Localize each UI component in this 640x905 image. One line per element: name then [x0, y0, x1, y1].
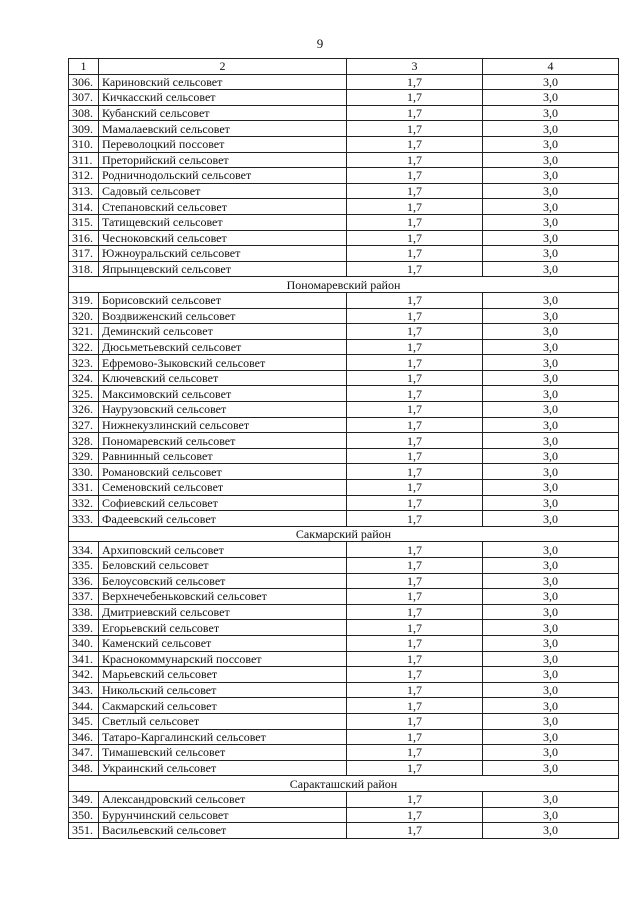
municipality-name: Светлый сельсовет [99, 713, 347, 729]
table-row [69, 261, 619, 277]
table-row [69, 745, 619, 761]
row-number: 313. [69, 183, 99, 199]
coefficient-3: 1,7 [347, 635, 483, 651]
table-row [69, 199, 619, 215]
table-row [69, 823, 619, 839]
coefficient-4: 3,0 [483, 308, 619, 324]
table-row [69, 433, 619, 449]
table-row [69, 417, 619, 433]
table-row [69, 729, 619, 745]
header-cell: 4 [483, 59, 619, 75]
row-number: 322. [69, 339, 99, 355]
section-title: Саракташский район [69, 776, 619, 792]
row-number: 344. [69, 698, 99, 714]
table-row [69, 105, 619, 121]
municipality-name: Переволоцкий поссовет [99, 136, 347, 152]
table-row [69, 152, 619, 168]
row-number: 345. [69, 713, 99, 729]
table-row [69, 214, 619, 230]
municipality-name: Пономаревский сельсовет [99, 433, 347, 449]
row-number: 350. [69, 807, 99, 823]
section-title: Сакмарский район [69, 526, 619, 542]
table-row [69, 339, 619, 355]
coefficient-3: 1,7 [347, 136, 483, 152]
row-number: 326. [69, 402, 99, 418]
municipality-name: Равнинный сельсовет [99, 448, 347, 464]
row-number: 349. [69, 791, 99, 807]
coefficient-4: 3,0 [483, 480, 619, 496]
row-number: 314. [69, 199, 99, 215]
row-number: 340. [69, 635, 99, 651]
table-row [69, 464, 619, 480]
coefficient-4: 3,0 [483, 136, 619, 152]
row-number: 318. [69, 261, 99, 277]
table-row [69, 74, 619, 90]
municipality-name: Никольский сельсовет [99, 682, 347, 698]
row-number: 320. [69, 308, 99, 324]
coefficient-4: 3,0 [483, 823, 619, 839]
coefficient-3: 1,7 [347, 807, 483, 823]
coefficient-3: 1,7 [347, 199, 483, 215]
coefficient-3: 1,7 [347, 433, 483, 449]
row-number: 331. [69, 480, 99, 496]
coefficient-3: 1,7 [347, 464, 483, 480]
row-number: 309. [69, 121, 99, 137]
coefficient-3: 1,7 [347, 495, 483, 511]
coefficient-4: 3,0 [483, 199, 619, 215]
municipality-name: Дмитриевский сельсовет [99, 604, 347, 620]
coefficient-3: 1,7 [347, 604, 483, 620]
coefficient-3: 1,7 [347, 729, 483, 745]
row-number: 328. [69, 433, 99, 449]
coefficient-3: 1,7 [347, 667, 483, 683]
coefficient-4: 3,0 [483, 807, 619, 823]
row-number: 316. [69, 230, 99, 246]
coefficient-4: 3,0 [483, 355, 619, 371]
coefficient-3: 1,7 [347, 261, 483, 277]
municipality-name: Бурунчинский сельсовет [99, 807, 347, 823]
municipality-name: Фадеевский сельсовет [99, 511, 347, 527]
municipality-name: Архиповский сельсовет [99, 542, 347, 558]
table-row [69, 246, 619, 262]
row-number: 342. [69, 667, 99, 683]
row-number: 308. [69, 105, 99, 121]
row-number: 343. [69, 682, 99, 698]
municipality-name: Васильевский сельсовет [99, 823, 347, 839]
table-row [69, 558, 619, 574]
table-row [69, 230, 619, 246]
municipality-name: Егорьевский сельсовет [99, 620, 347, 636]
coefficient-4: 3,0 [483, 651, 619, 667]
coefficient-3: 1,7 [347, 417, 483, 433]
coefficient-3: 1,7 [347, 682, 483, 698]
municipality-name: Александровский сельсовет [99, 791, 347, 807]
coefficient-4: 3,0 [483, 402, 619, 418]
municipality-name: Татаро-Каргалинский сельсовет [99, 729, 347, 745]
coefficient-3: 1,7 [347, 386, 483, 402]
coefficient-4: 3,0 [483, 90, 619, 106]
municipality-name: Кубанский сельсовет [99, 105, 347, 121]
coefficient-4: 3,0 [483, 682, 619, 698]
coefficient-4: 3,0 [483, 635, 619, 651]
municipality-name: Беловский сельсовет [99, 558, 347, 574]
coefficient-4: 3,0 [483, 214, 619, 230]
coefficient-3: 1,7 [347, 651, 483, 667]
section-title: Пономаревский район [69, 277, 619, 293]
row-number: 334. [69, 542, 99, 558]
table-row [69, 136, 619, 152]
row-number: 337. [69, 589, 99, 605]
row-number: 311. [69, 152, 99, 168]
coefficient-3: 1,7 [347, 823, 483, 839]
table-row [69, 760, 619, 776]
table-row [69, 698, 619, 714]
municipality-name: Каменский сельсовет [99, 635, 347, 651]
municipality-name: Чесноковский сельсовет [99, 230, 347, 246]
coefficient-3: 1,7 [347, 573, 483, 589]
row-number: 312. [69, 168, 99, 184]
municipality-name: Семеновский сельсовет [99, 480, 347, 496]
coefficient-4: 3,0 [483, 729, 619, 745]
table-row [69, 620, 619, 636]
coefficient-3: 1,7 [347, 355, 483, 371]
municipality-name: Садовый сельсовет [99, 183, 347, 199]
municipality-name: Ефремово-Зыковский сельсовет [99, 355, 347, 371]
coefficient-3: 1,7 [347, 214, 483, 230]
row-number: 329. [69, 448, 99, 464]
coefficient-3: 1,7 [347, 558, 483, 574]
coefficient-4: 3,0 [483, 604, 619, 620]
coefficient-3: 1,7 [347, 745, 483, 761]
coefficient-3: 1,7 [347, 168, 483, 184]
coefficient-4: 3,0 [483, 667, 619, 683]
table-row [69, 807, 619, 823]
coefficient-3: 1,7 [347, 292, 483, 308]
row-number: 319. [69, 292, 99, 308]
coefficient-4: 3,0 [483, 152, 619, 168]
coefficient-3: 1,7 [347, 370, 483, 386]
coefficient-3: 1,7 [347, 246, 483, 262]
coefficient-3: 1,7 [347, 105, 483, 121]
row-number: 333. [69, 511, 99, 527]
coefficient-3: 1,7 [347, 183, 483, 199]
municipality-name: Япрынцевский сельсовет [99, 261, 347, 277]
municipality-name: Мамалаевский сельсовет [99, 121, 347, 137]
row-number: 315. [69, 214, 99, 230]
table-row [69, 355, 619, 371]
coefficient-4: 3,0 [483, 121, 619, 137]
municipality-name: Степановский сельсовет [99, 199, 347, 215]
table-row [69, 370, 619, 386]
coefficient-4: 3,0 [483, 386, 619, 402]
table-row [69, 183, 619, 199]
table-row [69, 308, 619, 324]
coefficient-4: 3,0 [483, 105, 619, 121]
row-number: 307. [69, 90, 99, 106]
municipality-name: Верхнечебеньковский сельсовет [99, 589, 347, 605]
table-body [69, 74, 619, 838]
row-number: 321. [69, 324, 99, 340]
row-number: 347. [69, 745, 99, 761]
table-row [69, 495, 619, 511]
coefficient-4: 3,0 [483, 464, 619, 480]
section-row [69, 776, 619, 792]
municipality-name: Краснокоммунарский поссовет [99, 651, 347, 667]
row-number: 339. [69, 620, 99, 636]
municipality-name: Наурузовский сельсовет [99, 402, 347, 418]
table-row [69, 604, 619, 620]
coefficient-3: 1,7 [347, 308, 483, 324]
row-number: 341. [69, 651, 99, 667]
coefficient-4: 3,0 [483, 573, 619, 589]
coefficient-4: 3,0 [483, 74, 619, 90]
header-cell: 3 [347, 59, 483, 75]
coefficient-4: 3,0 [483, 542, 619, 558]
coefficient-3: 1,7 [347, 230, 483, 246]
coefficient-3: 1,7 [347, 589, 483, 605]
row-number: 317. [69, 246, 99, 262]
table-row [69, 386, 619, 402]
municipality-name: Кариновский сельсовет [99, 74, 347, 90]
municipality-name: Родничнодольский сельсовет [99, 168, 347, 184]
coefficient-3: 1,7 [347, 402, 483, 418]
section-row [69, 277, 619, 293]
table-row [69, 713, 619, 729]
coefficient-4: 3,0 [483, 745, 619, 761]
coefficient-4: 3,0 [483, 168, 619, 184]
table-row [69, 480, 619, 496]
table-row [69, 402, 619, 418]
municipality-name: Софиевский сельсовет [99, 495, 347, 511]
table-row [69, 573, 619, 589]
coefficient-4: 3,0 [483, 370, 619, 386]
coefficient-4: 3,0 [483, 433, 619, 449]
row-number: 327. [69, 417, 99, 433]
municipality-name: Романовский сельсовет [99, 464, 347, 480]
municipality-name: Белоусовский сельсовет [99, 573, 347, 589]
table-row [69, 682, 619, 698]
table-row [69, 589, 619, 605]
coefficient-4: 3,0 [483, 791, 619, 807]
coefficient-4: 3,0 [483, 246, 619, 262]
municipality-name: Дюсьметьевский сельсовет [99, 339, 347, 355]
coefficient-3: 1,7 [347, 620, 483, 636]
coefficient-4: 3,0 [483, 558, 619, 574]
coefficient-4: 3,0 [483, 698, 619, 714]
table-row [69, 90, 619, 106]
municipality-name: Деминский сельсовет [99, 324, 347, 340]
page-number: 9 [316, 36, 324, 51]
row-number: 323. [69, 355, 99, 371]
coefficient-4: 3,0 [483, 183, 619, 199]
table-row [69, 292, 619, 308]
row-number: 325. [69, 386, 99, 402]
municipality-name: Тимашевский сельсовет [99, 745, 347, 761]
municipality-name: Марьевский сельсовет [99, 667, 347, 683]
municipality-name: Сакмарский сельсовет [99, 698, 347, 714]
table-row [69, 791, 619, 807]
coefficient-4: 3,0 [483, 495, 619, 511]
section-row [69, 526, 619, 542]
coefficient-4: 3,0 [483, 713, 619, 729]
municipality-name: Воздвиженский сельсовет [99, 308, 347, 324]
header-cell: 2 [99, 59, 347, 75]
coefficient-4: 3,0 [483, 417, 619, 433]
coefficient-4: 3,0 [483, 324, 619, 340]
row-number: 332. [69, 495, 99, 511]
row-number: 336. [69, 573, 99, 589]
coefficient-3: 1,7 [347, 698, 483, 714]
table-row [69, 667, 619, 683]
header-row [69, 59, 619, 75]
coefficient-3: 1,7 [347, 448, 483, 464]
municipality-name: Ключевский сельсовет [99, 370, 347, 386]
municipality-name: Максимовский сельсовет [99, 386, 347, 402]
coefficient-4: 3,0 [483, 230, 619, 246]
coefficient-3: 1,7 [347, 324, 483, 340]
municipality-name: Украинский сельсовет [99, 760, 347, 776]
coefficient-3: 1,7 [347, 511, 483, 527]
municipality-name: Нижнекузлинский сельсовет [99, 417, 347, 433]
coefficient-4: 3,0 [483, 261, 619, 277]
coefficient-3: 1,7 [347, 339, 483, 355]
coefficient-4: 3,0 [483, 339, 619, 355]
table-row [69, 324, 619, 340]
coefficient-3: 1,7 [347, 713, 483, 729]
table-row [69, 542, 619, 558]
row-number: 338. [69, 604, 99, 620]
municipality-name: Борисовский сельсовет [99, 292, 347, 308]
coefficient-4: 3,0 [483, 292, 619, 308]
coefficient-3: 1,7 [347, 90, 483, 106]
municipality-name: Преторийский сельсовет [99, 152, 347, 168]
table-row [69, 168, 619, 184]
municipality-name: Южноуральский сельсовет [99, 246, 347, 262]
coefficient-3: 1,7 [347, 152, 483, 168]
coefficient-4: 3,0 [483, 448, 619, 464]
municipality-name: Татищевский сельсовет [99, 214, 347, 230]
row-number: 335. [69, 558, 99, 574]
document-table [68, 58, 619, 839]
table-row [69, 511, 619, 527]
row-number: 306. [69, 74, 99, 90]
row-number: 330. [69, 464, 99, 480]
row-number: 351. [69, 823, 99, 839]
coefficient-3: 1,7 [347, 480, 483, 496]
coefficient-3: 1,7 [347, 760, 483, 776]
coefficient-4: 3,0 [483, 589, 619, 605]
table-row [69, 121, 619, 137]
coefficient-3: 1,7 [347, 542, 483, 558]
table-row [69, 651, 619, 667]
coefficient-3: 1,7 [347, 74, 483, 90]
table-row [69, 635, 619, 651]
row-number: 310. [69, 136, 99, 152]
municipality-name: Кичкасский сельсовет [99, 90, 347, 106]
coefficient-4: 3,0 [483, 511, 619, 527]
coefficient-3: 1,7 [347, 791, 483, 807]
coefficient-4: 3,0 [483, 620, 619, 636]
coefficient-4: 3,0 [483, 760, 619, 776]
row-number: 348. [69, 760, 99, 776]
row-number: 346. [69, 729, 99, 745]
table-row [69, 448, 619, 464]
row-number: 324. [69, 370, 99, 386]
header-cell: 1 [69, 59, 99, 75]
coefficient-3: 1,7 [347, 121, 483, 137]
